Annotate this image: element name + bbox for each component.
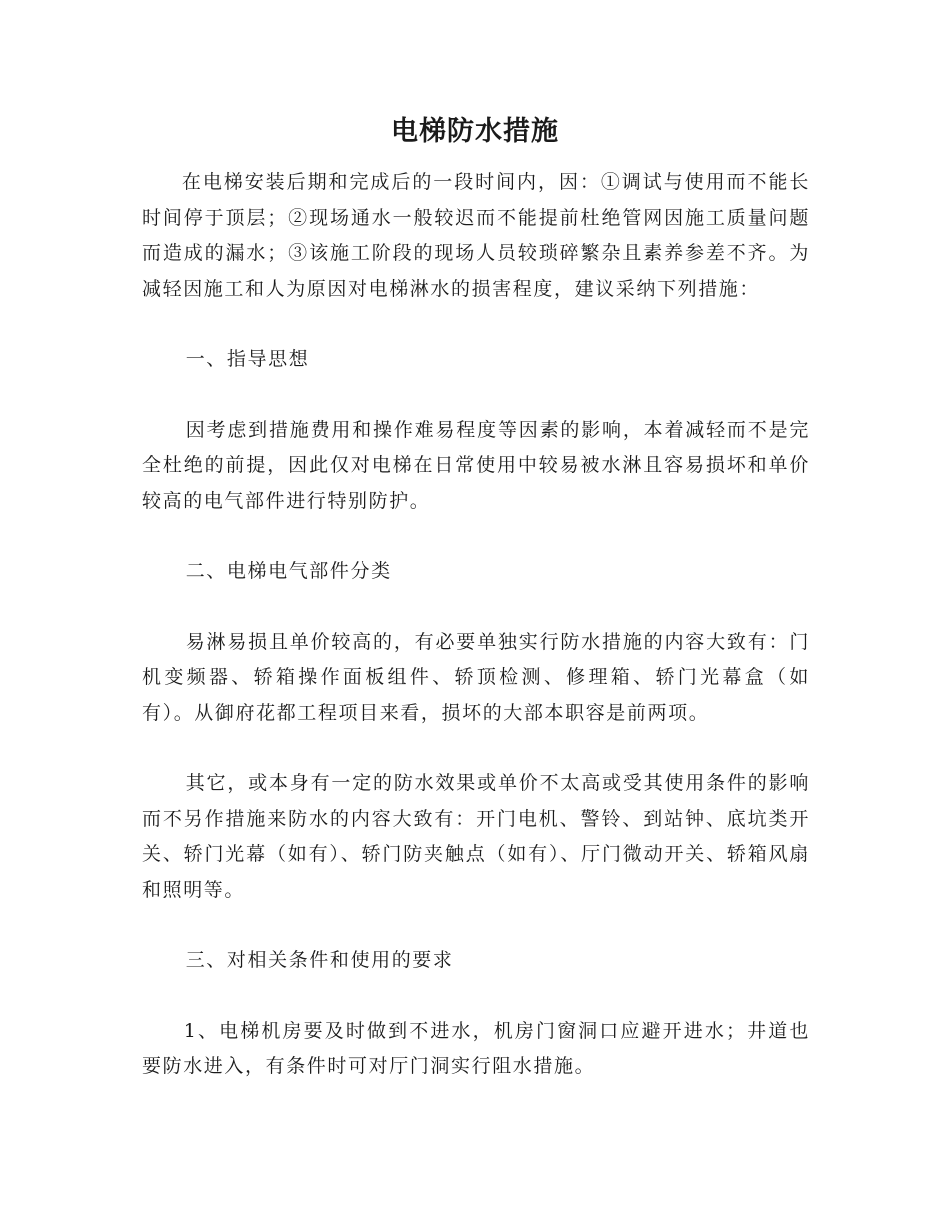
document-body (142, 165, 810, 1085)
other-parts-paragraph: 其它，或本身有一定的防水效果或单价不太高或受其使用条件的影响而不另作措施来防水的内容大致有：开门电机、警铃、到站钟、底坑类开关、轿门光幕（如有）、轿门防夹触点（如有）、厅门微动开关、轿箱风扇和照明等。 (142, 772, 810, 901)
guiding-idea-paragraph: 因考虑到措施费用和操作难易程度等因素的影响，本着减轻而不是完全杜绝的前提，因此仅对电梯在日常使用中较易被水淋且容易损坏和单价较高的电气部件进行特别防护。 (142, 418, 810, 512)
intro-paragraph: 在电梯安装后期和完成后的一段时间内，因：①调试与使用而不能长时间停于顶层；②现场通水一般较迟而不能提前杜绝管网因施工质量问题而造成的漏水；③该施工阶段的现场人员较琐碎繁杂且素养参差不齐。为减轻因施工和人为原因对电梯淋水的损害程度，建议采纳下列措施： (142, 171, 810, 300)
section-heading-guiding-idea: 一、指导思想 (185, 348, 310, 370)
requirement-1-paragraph: 1、电梯机房要及时做到不进水，机房门窗洞口应避开进水；井道也要防水进入，有条件时可对厅门洞实行阻水措施。 (142, 1019, 810, 1077)
sensitive-parts-paragraph: 易淋易损且单价较高的，有必要单独实行防水措施的内容大致有：门机变频器、轿箱操作面板组件、轿顶检测、修理箱、轿门光幕盒（如有）。从御府花都工程项目来看，损坏的大部本职容是前两项。 (142, 630, 810, 724)
section-heading-part-classification: 二、电梯电气部件分类 (185, 560, 392, 582)
section-heading-requirements: 三、对相关条件和使用的要求 (185, 949, 454, 971)
document-title: 电梯防水措施 (391, 116, 559, 147)
